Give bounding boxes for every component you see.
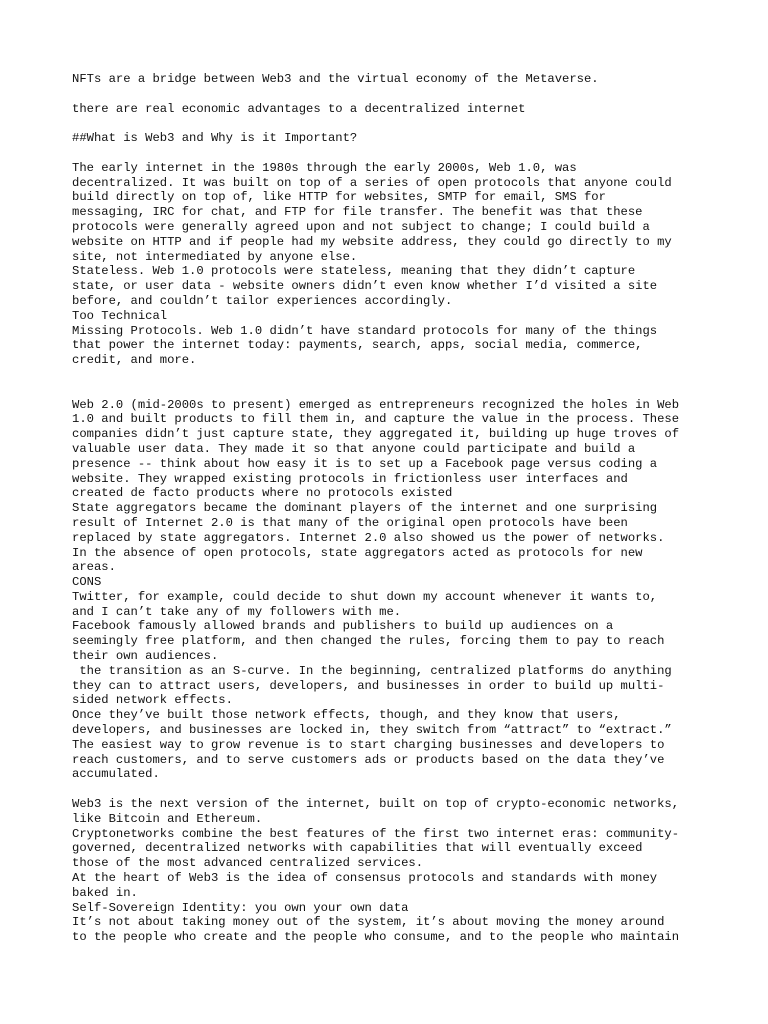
web2-extract-paragraph: Once they’ve built those network effects, though, and they know that users, developers, and businesses are locked in, they switch from “attract” to “extract.” The easiest way to grow revenue is to start charging businesses and developers to reach customers, and to serve customers ads or products based on the data they’ve accumulated. [72,708,672,782]
web2-facebook-paragraph: Facebook famously allowed brands and publishers to build up audiences on a seemingly free platform, and then changed the rules, forcing them to pay to reach their own audiences. [72,619,665,664]
spacer [72,116,712,131]
intro-line-nfts: NFTs are a bridge between Web3 and the virtual economy of the Metaverse. [72,72,599,86]
web2-s-curve-paragraph: the transition as an S-curve. In the beginning, centralized platforms do anything they can to attract users, developers, and businesses in order to build up multi- sided network effects. [72,663,672,708]
web1-stateless-paragraph: Stateless. Web 1.0 protocols were stateless, meaning that they didn’t capture state, or user data - website owners didn’t even know whether I’d visited a site before, and couldn’t tailor experiences accordingly. [72,264,658,308]
document-page [72,72,712,945]
spacer [72,146,712,161]
web2-aggregators-paragraph: State aggregators became the dominant players of the internet and one surprising result of Internet 2.0 is that many of the original open protocols have been replaced by state aggregators. Internet 2.0 also showed us the power of networks. In the absence of open protocols, state aggregators acted as protocols for new areas. [72,501,665,575]
web2-cons-line: CONS [72,575,102,590]
web1-missing-protocols-paragraph: Missing Protocols. Web 1.0 didn’t have standard protocols for many of the things that power the internet today: payments, search, apps, social media, commerce, credit, and more. [72,323,658,368]
web2-twitter-paragraph: Twitter, for example, could decide to shut down my account whenever it wants to, and I can’t take any of my followers with me. [72,589,658,619]
spacer [72,782,712,797]
section-heading: ##What is Web3 and Why is it Important? [72,131,358,146]
web3-cryptonetworks-paragraph: Cryptonetworks combine the best features of the first two internet eras: community- governed, decentralized networks with capabilities that will eventually exceed those of the most advanced centralized services. [72,826,680,871]
spacer [72,368,712,398]
intro-line-economic-advantages: there are real economic advantages to a decentralized internet [72,101,526,116]
web3-consensus-paragraph: At the heart of Web3 is the idea of consensus protocols and standards with money baked in. [72,871,658,900]
web3-intro-paragraph: Web3 is the next version of the internet, built on top of crypto-economic networks, like Bitcoin and Ethereum. [72,797,680,826]
spacer [72,87,712,102]
web1-too-technical-line: Too Technical [72,308,168,323]
web3-money-paragraph: It’s not about taking money out of the system, it’s about moving the money around to the people who create and the people who consume, and to the people who maintain [72,915,680,945]
web3-identity-line: Self-Sovereign Identity: you own your own data [72,900,409,915]
web1-intro-paragraph: The early internet in the 1980s through the early 2000s, Web 1.0, was decentralized. It was built on top of a series of open protocols that anyone could build directly on top of, like HTTP for websites, SMTP for email, SMS for messaging, IRC for chat, and FTP for file transfer. The benefit was that these protocols were generally agreed upon and not subject to change; I could build a website on HTTP and if people had my website address, they could go directly to my site, not intermediated by anyone else. [72,160,672,264]
web2-intro-paragraph: Web 2.0 (mid-2000s to present) emerged as entrepreneurs recognized the holes in Web 1.0 and built products to fill them in, and capture the value in the process. These companies didn’t just capture state, they aggregated it, building up huge troves of valuable user data. They made it so that anyone could participate and build a presence -- think about how easy it is to set up a Facebook page versus coding a website. They wrapped existing protocols in frictionless user interfaces and created de facto products where no protocols existed [72,397,680,501]
